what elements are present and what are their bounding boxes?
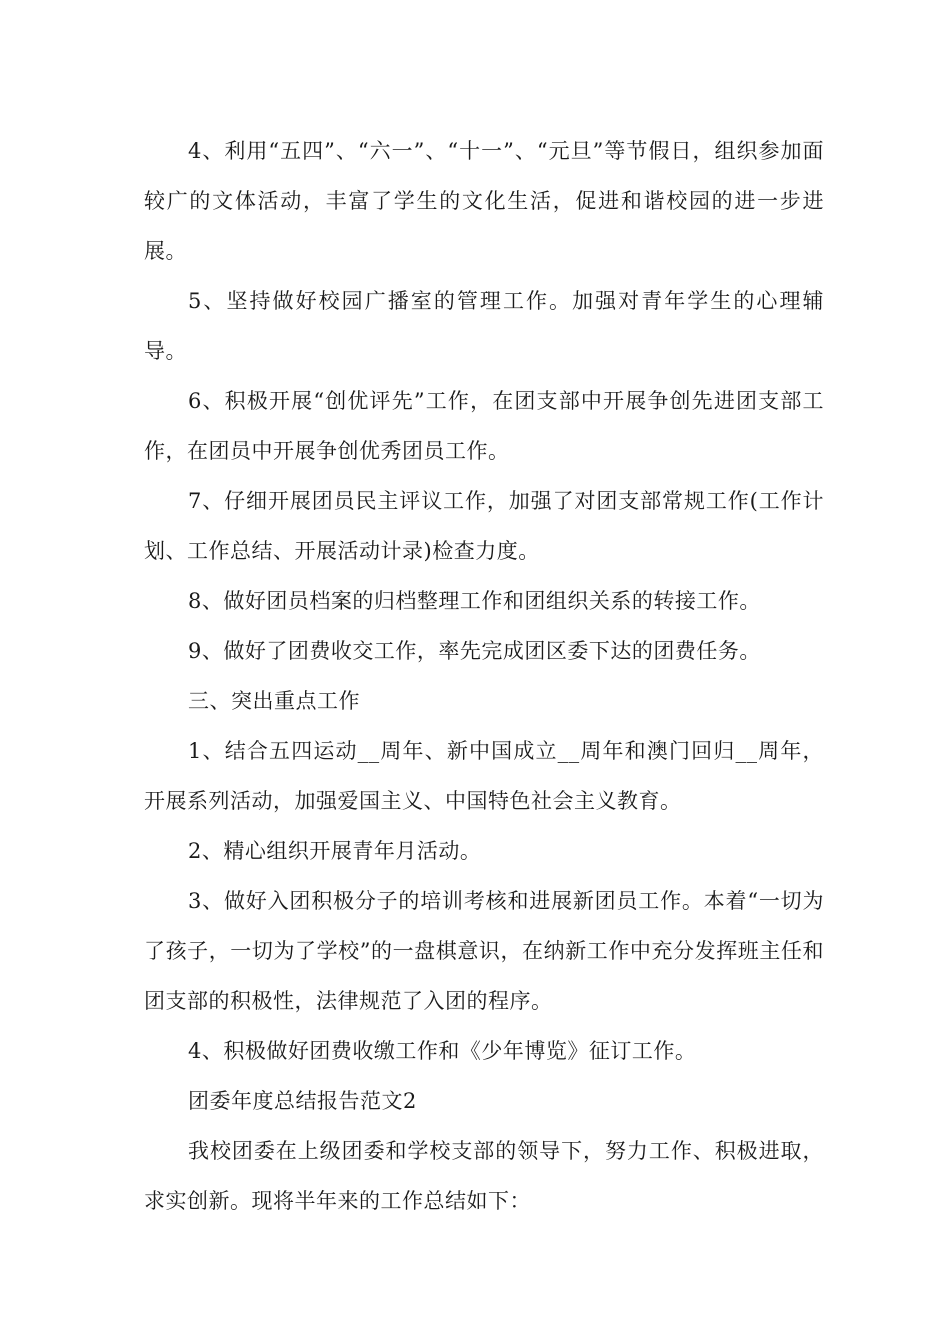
paragraph-item-7-member-review: 7、仔细开展团员民主评议工作，加强了对团支部常规工作(工作计划、工作总结、开展活动计录)检查力度。 [144, 489, 824, 563]
paragraph-key-2-youth-month: 2、精心组织开展青年月活动。 [188, 839, 482, 863]
paragraph-item-9-membership-fees: 9、做好了团费收交工作，率先完成团区委下达的团费任务。 [188, 639, 761, 663]
paragraph-key-1-anniversaries: 1、结合五四运动__周年、新中国成立__周年和澳门回归__周年，开展系列活动，加强爱国主义、中国特色社会主义教育。 [144, 739, 824, 813]
paragraph-intro: 我校团委在上级团委和学校支部的领导下，努力工作、积极进取，求实创新。现将半年来的工作总结如下： [144, 1139, 824, 1213]
paragraph-key-4-fee-collection: 4、积极做好团费收缴工作和《少年博览》征订工作。 [188, 1039, 697, 1063]
paragraph-item-8-member-archives: 8、做好团员档案的归档整理工作和团组织关系的转接工作。 [188, 589, 761, 613]
document-subtitle: 团委年度总结报告范文2 [188, 1089, 417, 1113]
section-heading-key-work: 三、突出重点工作 [188, 689, 360, 713]
paragraph-item-4-holiday-activities: 4、利用“五四”、“六一”、“十一”、“元旦”等节假日，组织参加面较广的文体活动，丰富了学生的文化生活，促进和谐校园的进一步进展。 [144, 139, 824, 263]
paragraph-item-5-broadcast-room: 5、坚持做好校园广播室的管理工作。加强对青年学生的心理辅导。 [144, 289, 824, 363]
paragraph-item-6-excellence-evaluation: 6、积极开展“创优评先”工作，在团支部中开展争创先进团支部工作，在团员中开展争创优秀团员工作。 [144, 389, 824, 463]
paragraph-key-3-new-members: 3、做好入团积极分子的培训考核和进展新团员工作。本着“一切为了孩子，一切为了学校”的一盘棋意识，在纳新工作中充分发挥班主任和团支部的积极性，法律规范了入团的程序。 [144, 889, 824, 1013]
document-body [144, 126, 824, 1226]
